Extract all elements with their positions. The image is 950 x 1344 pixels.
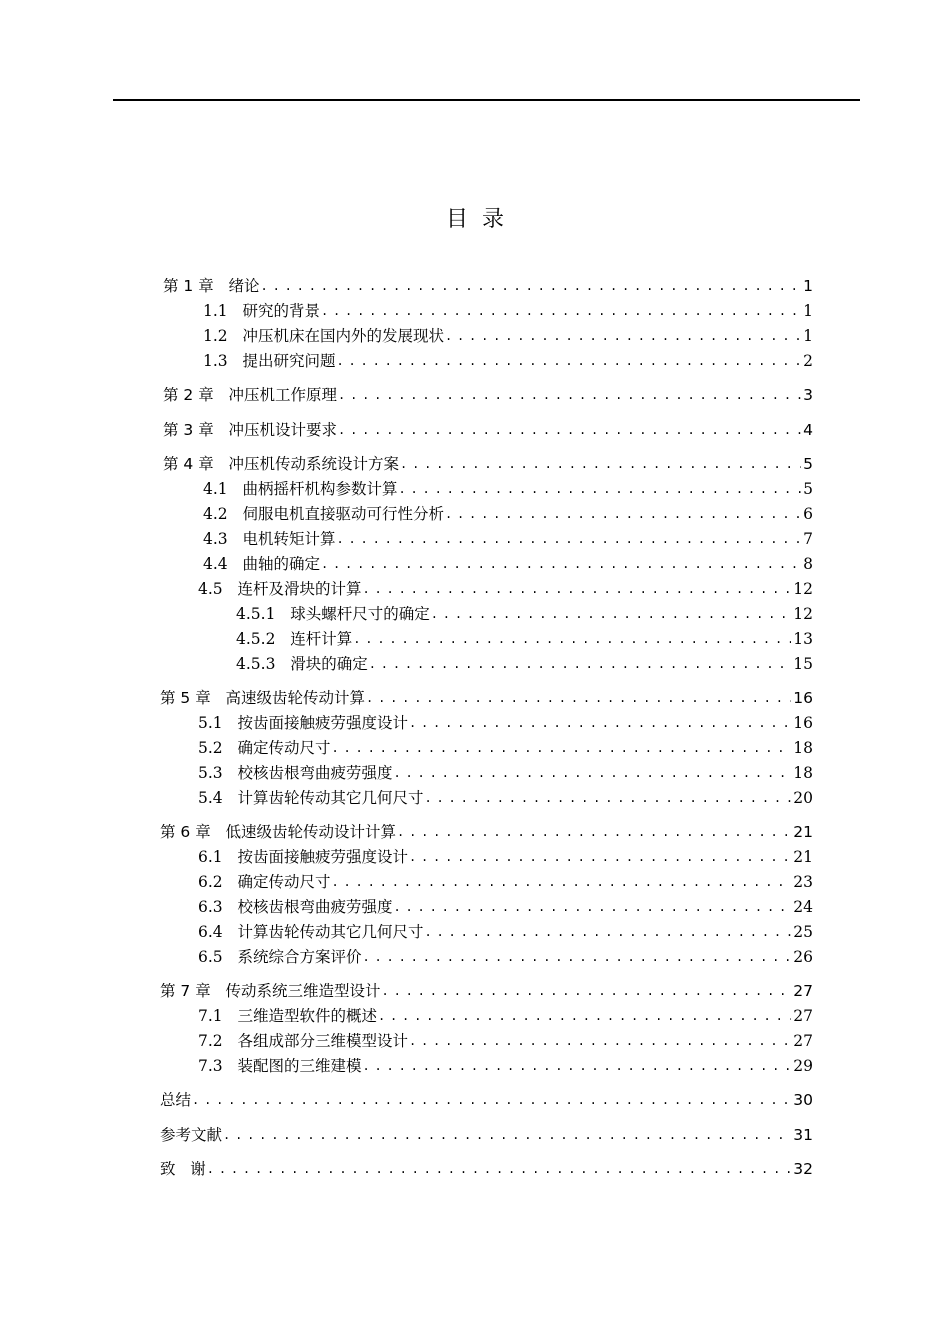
leader-dots bbox=[361, 947, 791, 967]
entry-number: 1.2 bbox=[203, 327, 243, 345]
entry-number: 6.4 bbox=[198, 923, 238, 941]
toc-entry-6-1[interactable] bbox=[198, 845, 813, 867]
entry-page: 1 bbox=[803, 327, 813, 345]
entry-page: 2 bbox=[803, 352, 813, 370]
toc-entry-4-5-3[interactable] bbox=[236, 652, 813, 674]
entry-page: 4 bbox=[803, 421, 813, 439]
entry-page: 23 bbox=[793, 873, 813, 891]
entry-number: 1.3 bbox=[203, 352, 243, 370]
entry-page: 12 bbox=[793, 580, 813, 598]
entry-title: 装配图的三维建模 bbox=[237, 1057, 362, 1075]
toc-entry-6-3[interactable] bbox=[198, 895, 813, 917]
leader-dots bbox=[408, 847, 791, 867]
leader-dots bbox=[408, 713, 791, 733]
leader-dots bbox=[423, 788, 791, 808]
entry-number: 7.1 bbox=[198, 1007, 238, 1025]
entry-title: 冲压机设计要求 bbox=[228, 421, 338, 439]
entry-number: 第 3 章 bbox=[163, 421, 229, 439]
leader-dots bbox=[423, 922, 791, 942]
entry-page: 13 bbox=[793, 630, 813, 648]
entry-number: 6.5 bbox=[198, 948, 238, 966]
entry-title: 曲柄摇杆机构参数计算 bbox=[242, 480, 398, 498]
toc-entry-5-2[interactable] bbox=[198, 736, 813, 758]
leader-dots bbox=[222, 1125, 791, 1145]
leader-dots bbox=[399, 454, 801, 474]
entry-page: 30 bbox=[793, 1091, 813, 1109]
entry-page: 32 bbox=[793, 1160, 813, 1178]
entry-number: 6.1 bbox=[198, 848, 238, 866]
entry-title: 电机转矩计算 bbox=[242, 530, 336, 548]
entry-title: 连杆计算 bbox=[290, 630, 353, 648]
toc-entry-5-1[interactable] bbox=[198, 711, 813, 733]
entry-title: 球头螺杆尺寸的确定 bbox=[290, 605, 430, 623]
toc-entry-5-3[interactable] bbox=[198, 761, 813, 783]
toc-entry-ch4[interactable] bbox=[163, 452, 813, 474]
entry-title: 参考文献 bbox=[160, 1126, 223, 1144]
entry-title: 计算齿轮传动其它几何尺寸 bbox=[237, 923, 424, 941]
entry-title: 滑块的确定 bbox=[290, 655, 368, 673]
toc-entry-summary[interactable] bbox=[160, 1088, 813, 1110]
entry-title: 提出研究问题 bbox=[242, 352, 336, 370]
entry-number: 第 4 章 bbox=[163, 455, 229, 473]
entry-title: 研究的背景 bbox=[242, 302, 320, 320]
leader-dots bbox=[396, 822, 791, 842]
entry-number: 1.1 bbox=[203, 302, 243, 320]
toc-entry-7-3[interactable] bbox=[198, 1054, 813, 1076]
toc-entry-ch6[interactable] bbox=[160, 820, 813, 842]
entry-number: 4.5.3 bbox=[236, 655, 291, 673]
entry-page: 27 bbox=[793, 1007, 813, 1025]
entry-page: 6 bbox=[803, 505, 813, 523]
entry-number: 7.3 bbox=[198, 1057, 238, 1075]
toc-entry-4-3[interactable] bbox=[203, 527, 813, 549]
entry-title: 伺服电机直接驱动可行性分析 bbox=[242, 505, 444, 523]
entry-page: 15 bbox=[793, 655, 813, 673]
entry-number: 7.2 bbox=[198, 1032, 238, 1050]
entry-number: 4.5.2 bbox=[236, 630, 291, 648]
entry-number: 4.1 bbox=[203, 480, 243, 498]
entry-number: 5.2 bbox=[198, 739, 238, 757]
entry-number: 6.3 bbox=[198, 898, 238, 916]
entry-title: 按齿面接触疲劳强度设计 bbox=[237, 714, 408, 732]
entry-page: 1 bbox=[803, 302, 813, 320]
toc-entry-4-5-1[interactable] bbox=[236, 602, 813, 624]
entry-page: 7 bbox=[803, 530, 813, 548]
entry-page: 21 bbox=[793, 823, 813, 841]
leader-dots bbox=[330, 738, 791, 758]
toc-entry-ch1[interactable] bbox=[163, 274, 813, 296]
entry-page: 3 bbox=[803, 386, 813, 404]
toc-entry-7-2[interactable] bbox=[198, 1029, 813, 1051]
entry-page: 27 bbox=[793, 1032, 813, 1050]
entry-number: 第 5 章 bbox=[160, 689, 226, 707]
toc-entry-ch7[interactable] bbox=[160, 979, 813, 1001]
leader-dots bbox=[352, 629, 791, 649]
toc-entry-ch3[interactable] bbox=[163, 418, 813, 440]
entry-page: 16 bbox=[793, 689, 813, 707]
entry-title: 致 谢 bbox=[160, 1160, 206, 1178]
entry-number: 第 6 章 bbox=[160, 823, 226, 841]
entry-page: 1 bbox=[803, 277, 813, 295]
leader-dots bbox=[430, 604, 792, 624]
toc-entry-acknowledgements[interactable] bbox=[160, 1157, 813, 1179]
leader-dots bbox=[365, 688, 791, 708]
entry-number: 6.2 bbox=[198, 873, 238, 891]
toc-entry-1-1[interactable] bbox=[203, 299, 813, 321]
entry-title: 三维造型软件的概述 bbox=[237, 1007, 377, 1025]
entry-number: 4.5 bbox=[198, 580, 238, 598]
entry-page: 8 bbox=[803, 555, 813, 573]
entry-number: 4.3 bbox=[203, 530, 243, 548]
entry-title: 高速级齿轮传动计算 bbox=[225, 689, 366, 707]
toc-entry-references[interactable] bbox=[160, 1123, 813, 1145]
leader-dots bbox=[335, 351, 801, 371]
leader-dots bbox=[320, 554, 801, 574]
entry-page: 5 bbox=[803, 455, 813, 473]
toc-entry-1-2[interactable] bbox=[203, 324, 813, 346]
entry-number: 第 2 章 bbox=[163, 386, 229, 404]
entry-title: 冲压机工作原理 bbox=[228, 386, 338, 404]
leader-dots bbox=[444, 504, 801, 524]
toc-entry-6-2[interactable] bbox=[198, 870, 813, 892]
leader-dots bbox=[335, 529, 801, 549]
entry-title: 低速级齿轮传动设计计算 bbox=[225, 823, 397, 841]
entry-page: 20 bbox=[793, 789, 813, 807]
toc-title: 目 录 bbox=[446, 207, 504, 232]
entry-title: 校核齿根弯曲疲劳强度 bbox=[237, 898, 393, 916]
entry-number: 4.4 bbox=[203, 555, 243, 573]
toc-entry-4-5-2[interactable] bbox=[236, 627, 813, 649]
toc-entry-ch2[interactable] bbox=[163, 383, 813, 405]
entry-title: 冲压机床在国内外的发展现状 bbox=[242, 327, 444, 345]
leader-dots bbox=[392, 763, 791, 783]
entry-title: 传动系统三维造型设计 bbox=[225, 982, 381, 1000]
leader-dots bbox=[206, 1159, 791, 1179]
entry-number: 5.3 bbox=[198, 764, 238, 782]
leader-dots bbox=[337, 385, 801, 405]
leader-dots bbox=[444, 326, 801, 346]
toc-entry-7-1[interactable] bbox=[198, 1004, 813, 1026]
leader-dots bbox=[377, 1006, 791, 1026]
entry-page: 18 bbox=[793, 739, 813, 757]
toc-entry-4-1[interactable] bbox=[203, 477, 813, 499]
toc-entry-5-4[interactable] bbox=[198, 786, 813, 808]
entry-title: 曲轴的确定 bbox=[242, 555, 320, 573]
leader-dots bbox=[361, 579, 791, 599]
toc-entry-4-5[interactable] bbox=[198, 577, 813, 599]
entry-number: 5.4 bbox=[198, 789, 238, 807]
toc-entry-6-5[interactable] bbox=[198, 945, 813, 967]
entry-page: 25 bbox=[793, 923, 813, 941]
entry-title: 确定传动尺寸 bbox=[237, 739, 331, 757]
entry-page: 12 bbox=[793, 605, 813, 623]
entry-number: 4.2 bbox=[203, 505, 243, 523]
entry-page: 29 bbox=[793, 1057, 813, 1075]
leader-dots bbox=[330, 872, 791, 892]
entry-page: 18 bbox=[793, 764, 813, 782]
entry-title: 按齿面接触疲劳强度设计 bbox=[237, 848, 408, 866]
entry-page: 16 bbox=[793, 714, 813, 732]
toc-entry-ch5[interactable] bbox=[160, 686, 813, 708]
entry-page: 21 bbox=[793, 848, 813, 866]
entry-title: 确定传动尺寸 bbox=[237, 873, 331, 891]
entry-number: 5.1 bbox=[198, 714, 238, 732]
leader-dots bbox=[397, 479, 801, 499]
entry-number: 第 1 章 bbox=[163, 277, 229, 295]
entry-title: 各组成部分三维模型设计 bbox=[237, 1032, 408, 1050]
leader-dots bbox=[320, 301, 801, 321]
entry-page: 27 bbox=[793, 982, 813, 1000]
entry-number: 第 7 章 bbox=[160, 982, 226, 1000]
entry-title: 系统综合方案评价 bbox=[237, 948, 362, 966]
entry-title: 绪论 bbox=[228, 277, 260, 295]
entry-page: 5 bbox=[803, 480, 813, 498]
toc-entry-1-3[interactable] bbox=[203, 349, 813, 371]
leader-dots bbox=[361, 1056, 791, 1076]
toc-entry-4-4[interactable] bbox=[203, 552, 813, 574]
header-rule bbox=[113, 99, 860, 101]
leader-dots bbox=[337, 420, 801, 440]
toc-entry-4-2[interactable] bbox=[203, 502, 813, 524]
entry-title: 总结 bbox=[160, 1091, 192, 1109]
entry-title: 计算齿轮传动其它几何尺寸 bbox=[237, 789, 424, 807]
leader-dots bbox=[408, 1031, 791, 1051]
entry-page: 31 bbox=[793, 1126, 813, 1144]
entry-number: 4.5.1 bbox=[236, 605, 291, 623]
leader-dots bbox=[260, 276, 802, 296]
entry-title: 连杆及滑块的计算 bbox=[237, 580, 362, 598]
entry-title: 校核齿根弯曲疲劳强度 bbox=[237, 764, 393, 782]
leader-dots bbox=[368, 654, 792, 674]
entry-title: 冲压机传动系统设计方案 bbox=[228, 455, 400, 473]
toc-entry-6-4[interactable] bbox=[198, 920, 813, 942]
entry-page: 26 bbox=[793, 948, 813, 966]
leader-dots bbox=[381, 981, 792, 1001]
leader-dots bbox=[392, 897, 791, 917]
leader-dots bbox=[191, 1090, 791, 1110]
entry-page: 24 bbox=[793, 898, 813, 916]
